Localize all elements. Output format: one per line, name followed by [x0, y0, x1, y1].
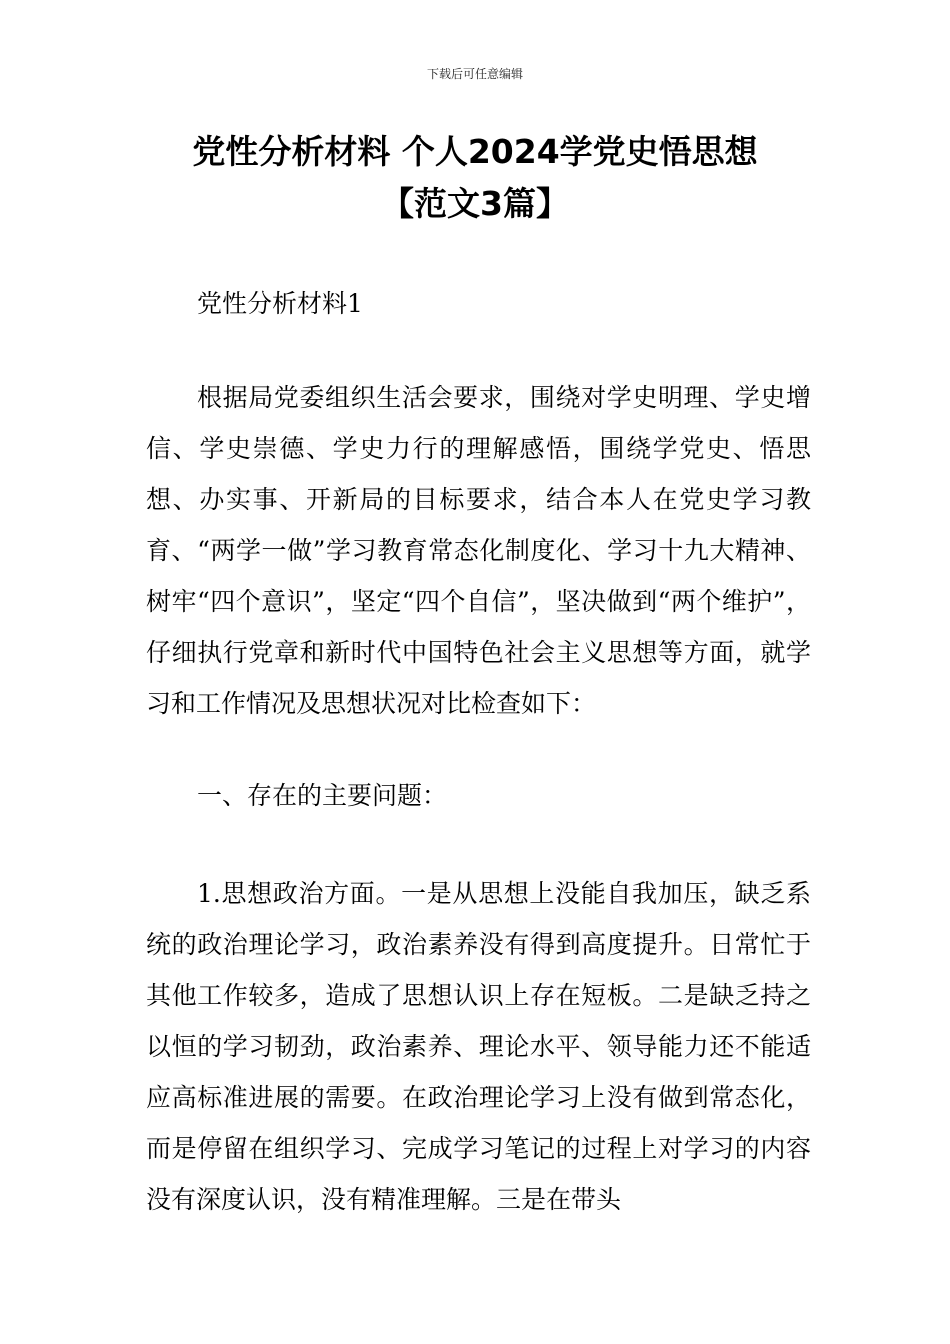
document-subtitle: 党性分析材料1: [197, 289, 363, 318]
title-line-1: 党性分析材料 个人2024学党史悟思想: [192, 132, 758, 171]
paragraph-intro: 根据局党委组织生活会要求，围绕对学史明理、学史增信、学史崇德、学史力行的理解感悟，围绕学党史、悟思想、办实事、开新局的目标要求，结合本人在党史学习教育、“两学一做”学习教育常态化制度化、学习十九大精神、树牢“四个意识”，坚定“四个自信”，坚决做到“两个维护”，仔细执行党章和新时代中国特色社会主义思想等方面，就学习和工作情况及思想状况对比检查如下：: [146, 383, 811, 718]
header-note: 下载后可任意编辑: [426, 67, 523, 81]
document-title: [120, 126, 830, 230]
paragraph-political-aspect: 1.思想政治方面。一是从思想上没能自我加压，缺乏系统的政治理论学习，政治素养没有得到高度提升。日常忙于其他工作较多，造成了思想认识上存在短板。二是缺乏持之以恒的学习韧劲，政治素养、理论水平、领导能力还不能适应高标准进展的需要。在政治理论学习上没有做到常态化，而是停留在组织学习、完成学习笔记的过程上对学习的内容没有深度认识，没有精准理解。三是在带头: [146, 879, 811, 1214]
section-heading-problems: 一、存在的主要问题：: [197, 781, 448, 810]
title-line-2: 【范文3篇】: [381, 184, 569, 223]
